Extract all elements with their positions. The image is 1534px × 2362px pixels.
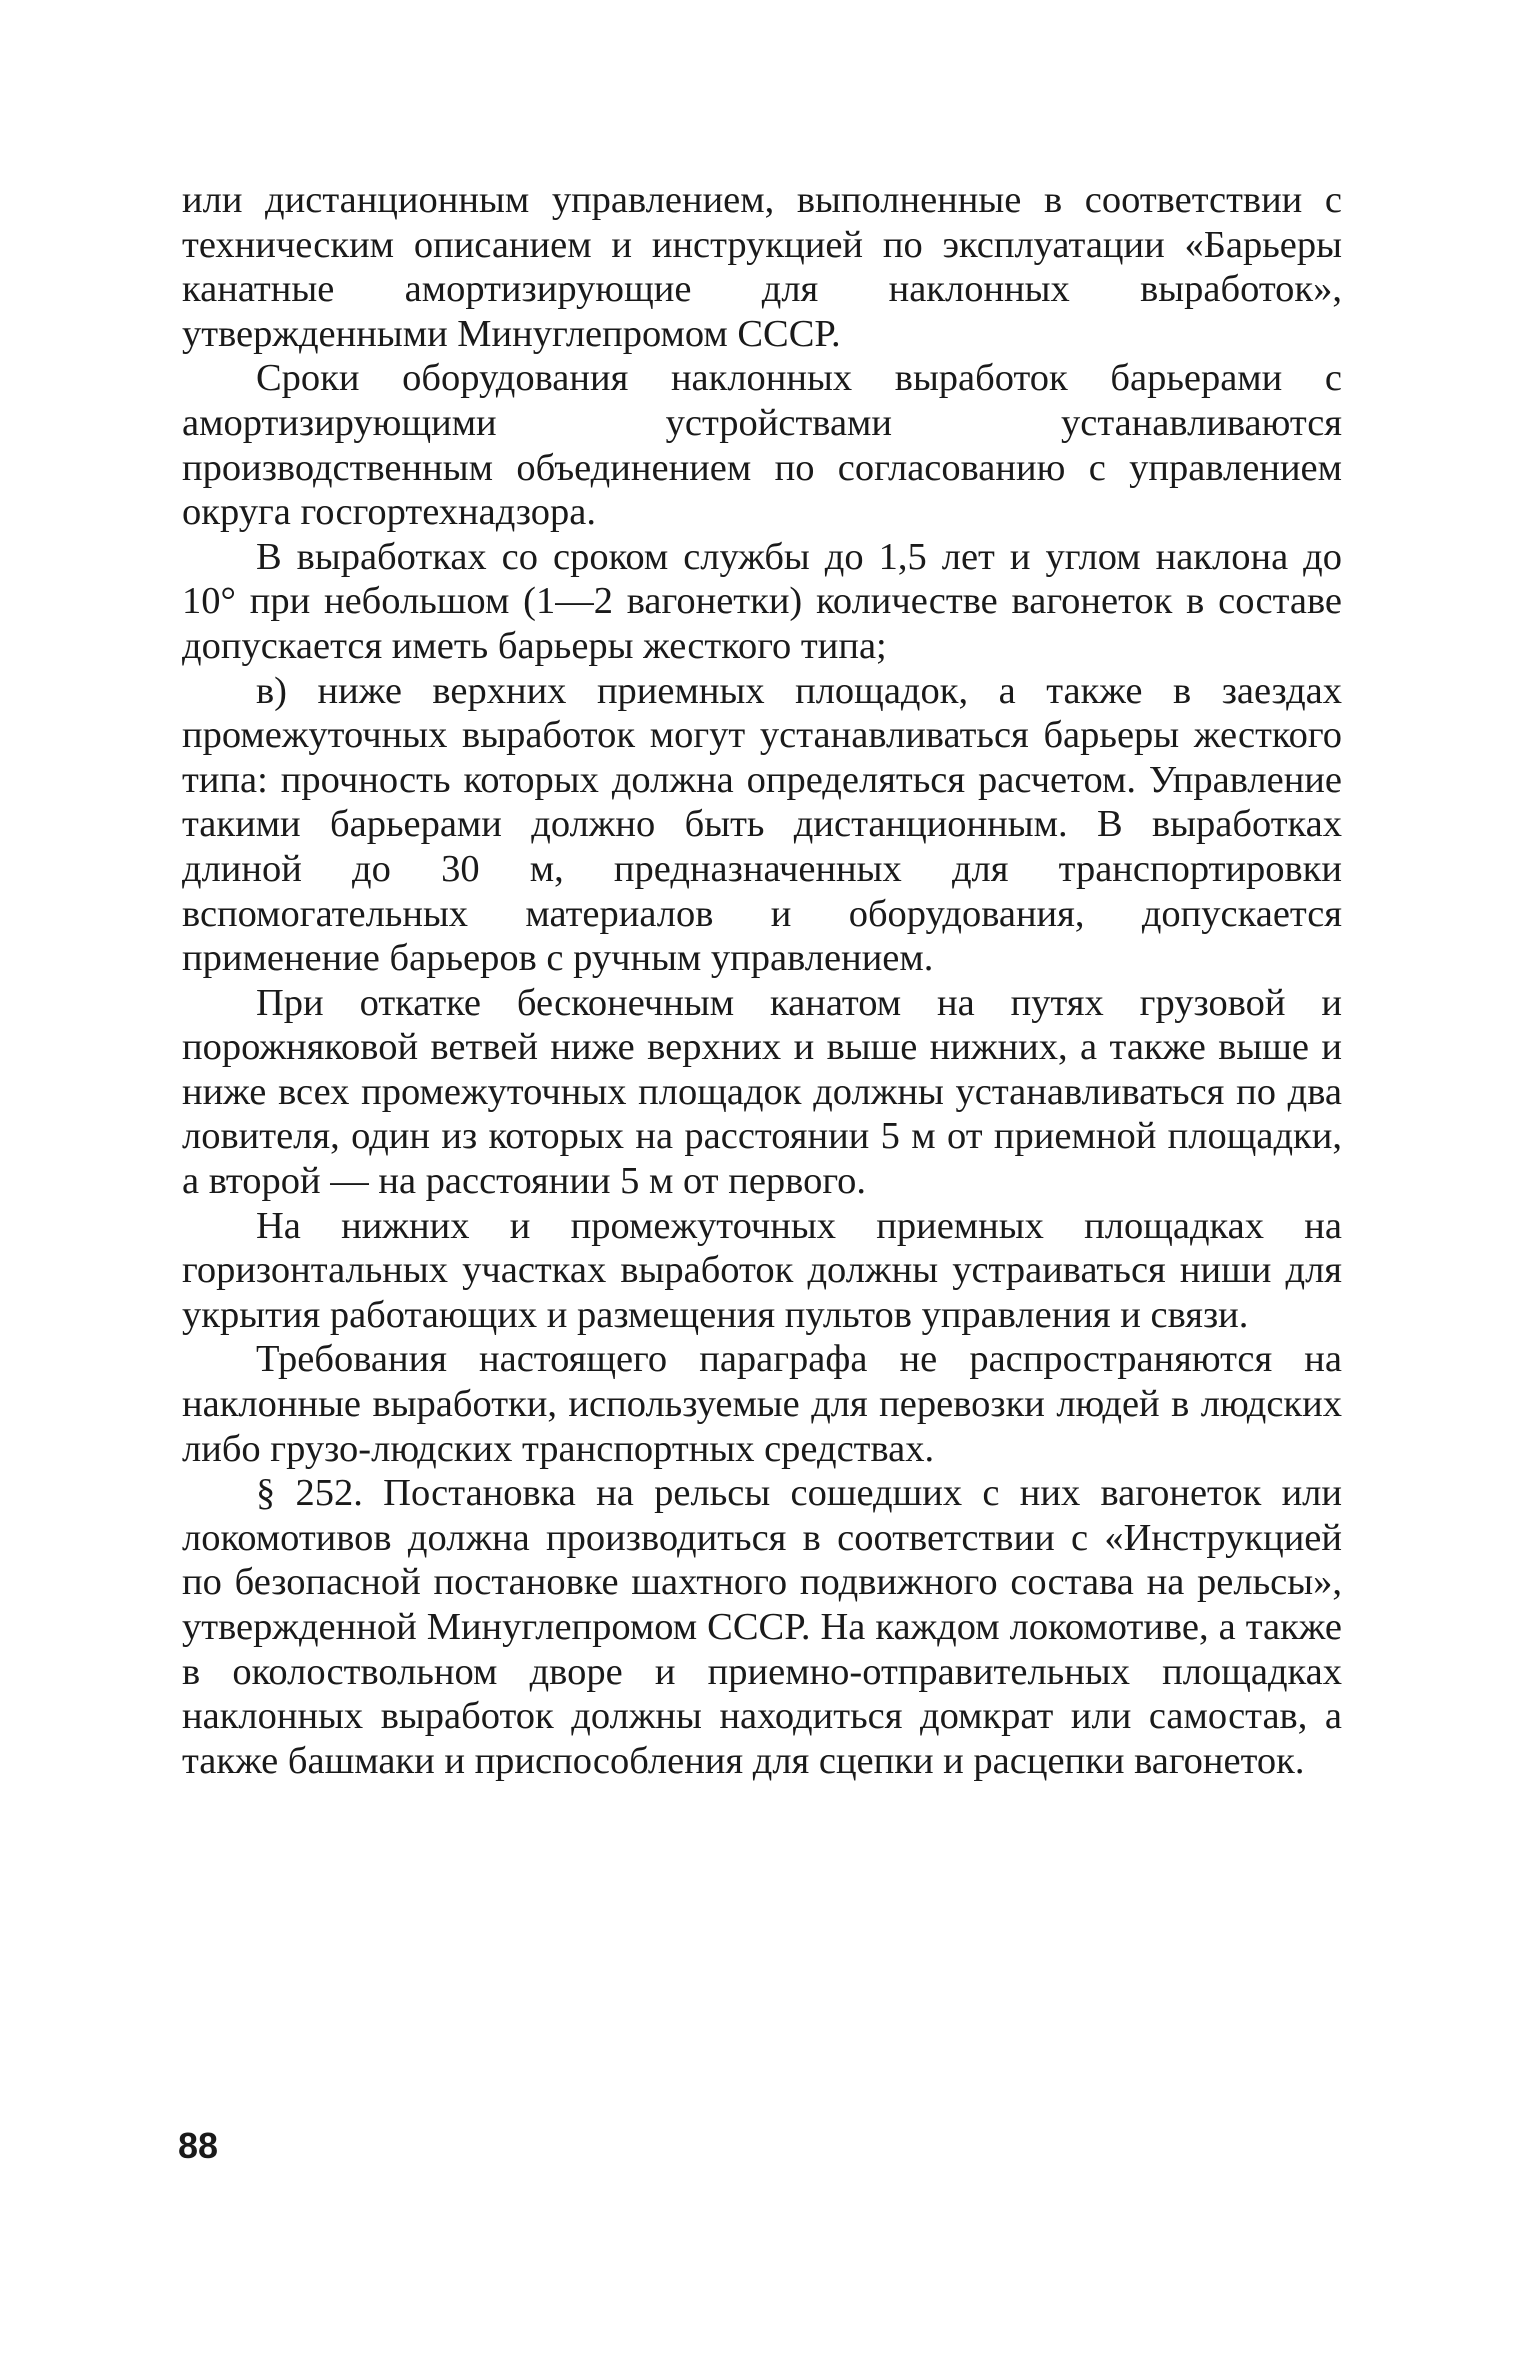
page-number: 88 <box>178 2125 219 2166</box>
paragraph-continuation: или дистанционным управлением, выполненные в соответствии с техническим описанием и инструкцией по эксплуатации «Барьеры канатные амортизирующие для наклонных выработок», утвержденными Минуглепромом СССР. <box>182 179 1342 355</box>
paragraph-niches: На нижних и промежуточных приемных площадках на горизонтальных участках выработок должны устраиваться ниши для укрытия работающих и размещения пультов управления и связи. <box>182 1204 1342 1336</box>
paragraph-item-v: в) ниже верхних приемных площадок, а также в заездах промежуточных выработок могут устанавливаться барьеры жесткого типа: прочность которых должна определяться расчетом. Управление такими барьерами должно быть дистанционным. В выработках длиной до 30 м, предназначенных для транспортировки вспомогательных материалов и оборудования, допускается применение барьеров с ручным управлением. <box>182 669 1342 980</box>
paragraph-rigid-barriers-short-term: В выработках со сроком службы до 1,5 лет и углом наклона до 10° при небольшом (1—2 вагонетки) количестве вагонеток в составе допускается иметь барьеры жесткого типа; <box>182 535 1342 667</box>
paragraph-endless-rope-haulage: При откатке бесконечным канатом на путях грузовой и порожняковой ветвей ниже верхних и выше нижних, а также выше и ниже всех промежуточных площадок должны устанавливаться по два ловителя, один из которых на расстоянии 5 м от приемной площадки, а второй — на расстоянии 5 м от первого. <box>182 981 1342 1203</box>
body-text <box>182 178 1342 1783</box>
paragraph-equipment-deadlines: Сроки оборудования наклонных выработок барьерами с амортизирующими устройствами устанавливаются производственным объединением по согласованию с управлением округа госгортехнадзора. <box>182 357 1342 534</box>
paragraph-section-252: § 252. Постановка на рельсы сошедших с них вагонеток или локомотивов должна производиться в соответствии с «Инструкцией по безопасной постановке шахтного подвижного состава на рельсы», утвержденной Минуглепромом СССР. На каждом локомотиве, а также в околоствольном дворе и приемно-отправительных площадках наклонных выработок должны находиться домкрат или самостав, а также башмаки и приспособления для сцепки и расцепки вагонеток. <box>182 1472 1342 1782</box>
paragraph-exemptions: Требования настоящего параграфа не распространяются на наклонные выработки, используемые для перевозки людей в людских либо грузо-людских транспортных средствах. <box>182 1338 1342 1470</box>
